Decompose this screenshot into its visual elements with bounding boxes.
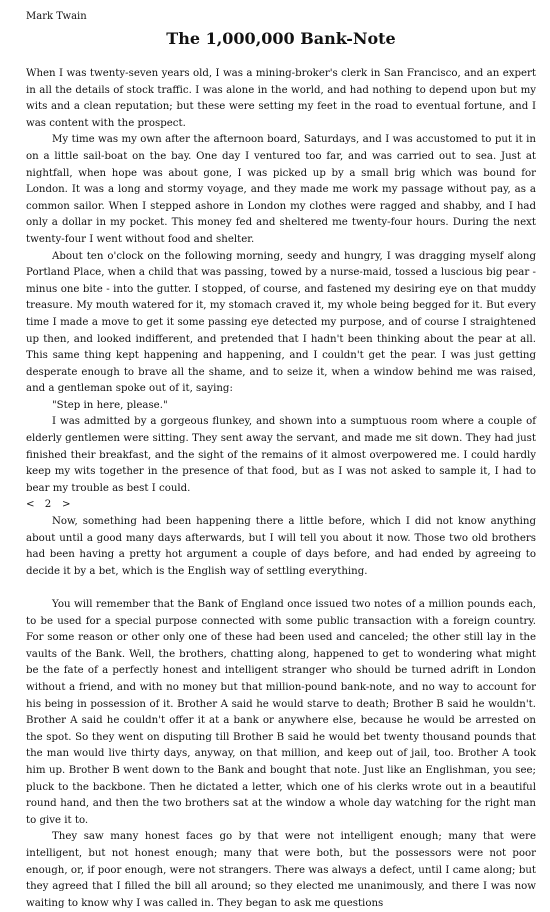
paragraph: When I was twenty-seven years old, I was a mining-broker's clerk in San Francisco, and an expert in all the details of stock traffic. I was alone in the world, and had nothing to depend upon but my wits and a clean reputation; but these were setting my feet in the road to eventual fortune, and I was content with the prospect. [26,68,536,129]
next-page-button[interactable]: > [62,499,71,511]
page-title: The 1,000,000 Bank-Note [166,29,396,48]
prev-page-button[interactable]: < [26,499,35,511]
paragraph: You will remember that the Bank of England once issued two notes of a million pounds each, to be used for a special purpose connected with some public transaction with a foreign country. For some reason or other only one of these had been used and canceled; the other still lay in the vaults of the Bank. Well, the brothers, chatting along, happened to get to wondering what might be the fate of a perfectly honest and intelligent stranger who should be turned adrift in London without a friend, and with no money but that million-pound bank-note, and no way to account for his being in possession of it. Brother A said he would starve to death; Brother B said he wouldn't. Brother A said he couldn't offer it at a bank or anywhere else, because he would be arrested on the spot. So they went on disputing till Brother B said he would bet twenty thousand pounds that the man would live thirty days, anyway, on that million, and keep out of jail, too. Brother A took him up. Brother B went down to the Bank and bought that note. Just like an Englishman, you see; pluck to the backbone. Then he dictated a letter, which one of his clerks wrote out in a beautiful round hand, and then the two brothers sat at the window a whole day watching for the right man to give it to. [26,599,536,826]
paragraph: They saw many honest faces go by that were not intelligent enough; many that were intelligent, but not honest enough; many that were both, but the possessors were not poor enough, or, if poor enough, were not strangers. There was always a defect, until I came along; but they agreed that I filled the bill all around; so they elected me unanimously, and there I was now waiting to know why I was called in. They began to ask me questions [26,831,536,909]
pagination [26,497,536,514]
paragraph: "Step in here, please." [52,399,168,411]
page-number: 2 [44,499,52,511]
author-name: Mark Twain [26,11,87,22]
paragraph: I was admitted by a gorgeous flunkey, and shown into a sumptuous room where a couple of elderly gentlemen were sitting. They sent away the servant, and made me sit down. They had just finished their breakfast, and the sight of the remains of it almost overpowered me. I could hardly keep my wits together in the presence of that food, but as I was not asked to sample it, I had to bear my trouble as best I could. [26,416,536,494]
paragraph: Now, something had been happening there a little before, which I did not know anything about until a good many days afterwards, but I will tell you about it now. Those two old brothers had been having a pretty hot argument a couple of days before, and had ended by agreeing to decide it by a bet, which is the English way of settling everything. [26,516,536,577]
paragraph-spacer [26,580,536,597]
paragraph: About ten o'clock on the following morning, seedy and hungry, I was dragging myself along Portland Place, when a child that was passing, towed by a nurse-maid, tossed a luscious big pear - minus one bite - into the gutter. I stopped, of course, and fastened my desiring eye on that muddy treasure. My mouth watered for it, my stomach craved it, my whole being begged for it. But every time I made a move to get it some passing eye detected my purpose, and of course I straightened up then, and looked indifferent, and pretended that I hadn't been thinking about the pear at all. This same thing kept happening and happening, and I couldn't get the pear. I was just getting desperate enough to brave all the shame, and to seize it, when a window behind me was raised, and a gentleman spoke out of it, saying: [26,250,536,395]
paragraph: My time was my own after the afternoon board, Saturdays, and I was accustomed to put it in on a little sail-boat on the bay. One day I ventured too far, and was carried out to sea. Just at nightfall, when hope was about gone, I was picked up by a small brig which was bound for London. It was a long and stormy voyage, and they made me work my passage without pay, as a common sailor. When I stepped ashore in London my clothes were ragged and shabby, and I had only a dollar in my pocket. This money fed and sheltered me twenty-four hours. During the next twenty-four I went without food and shelter. [26,134,536,245]
